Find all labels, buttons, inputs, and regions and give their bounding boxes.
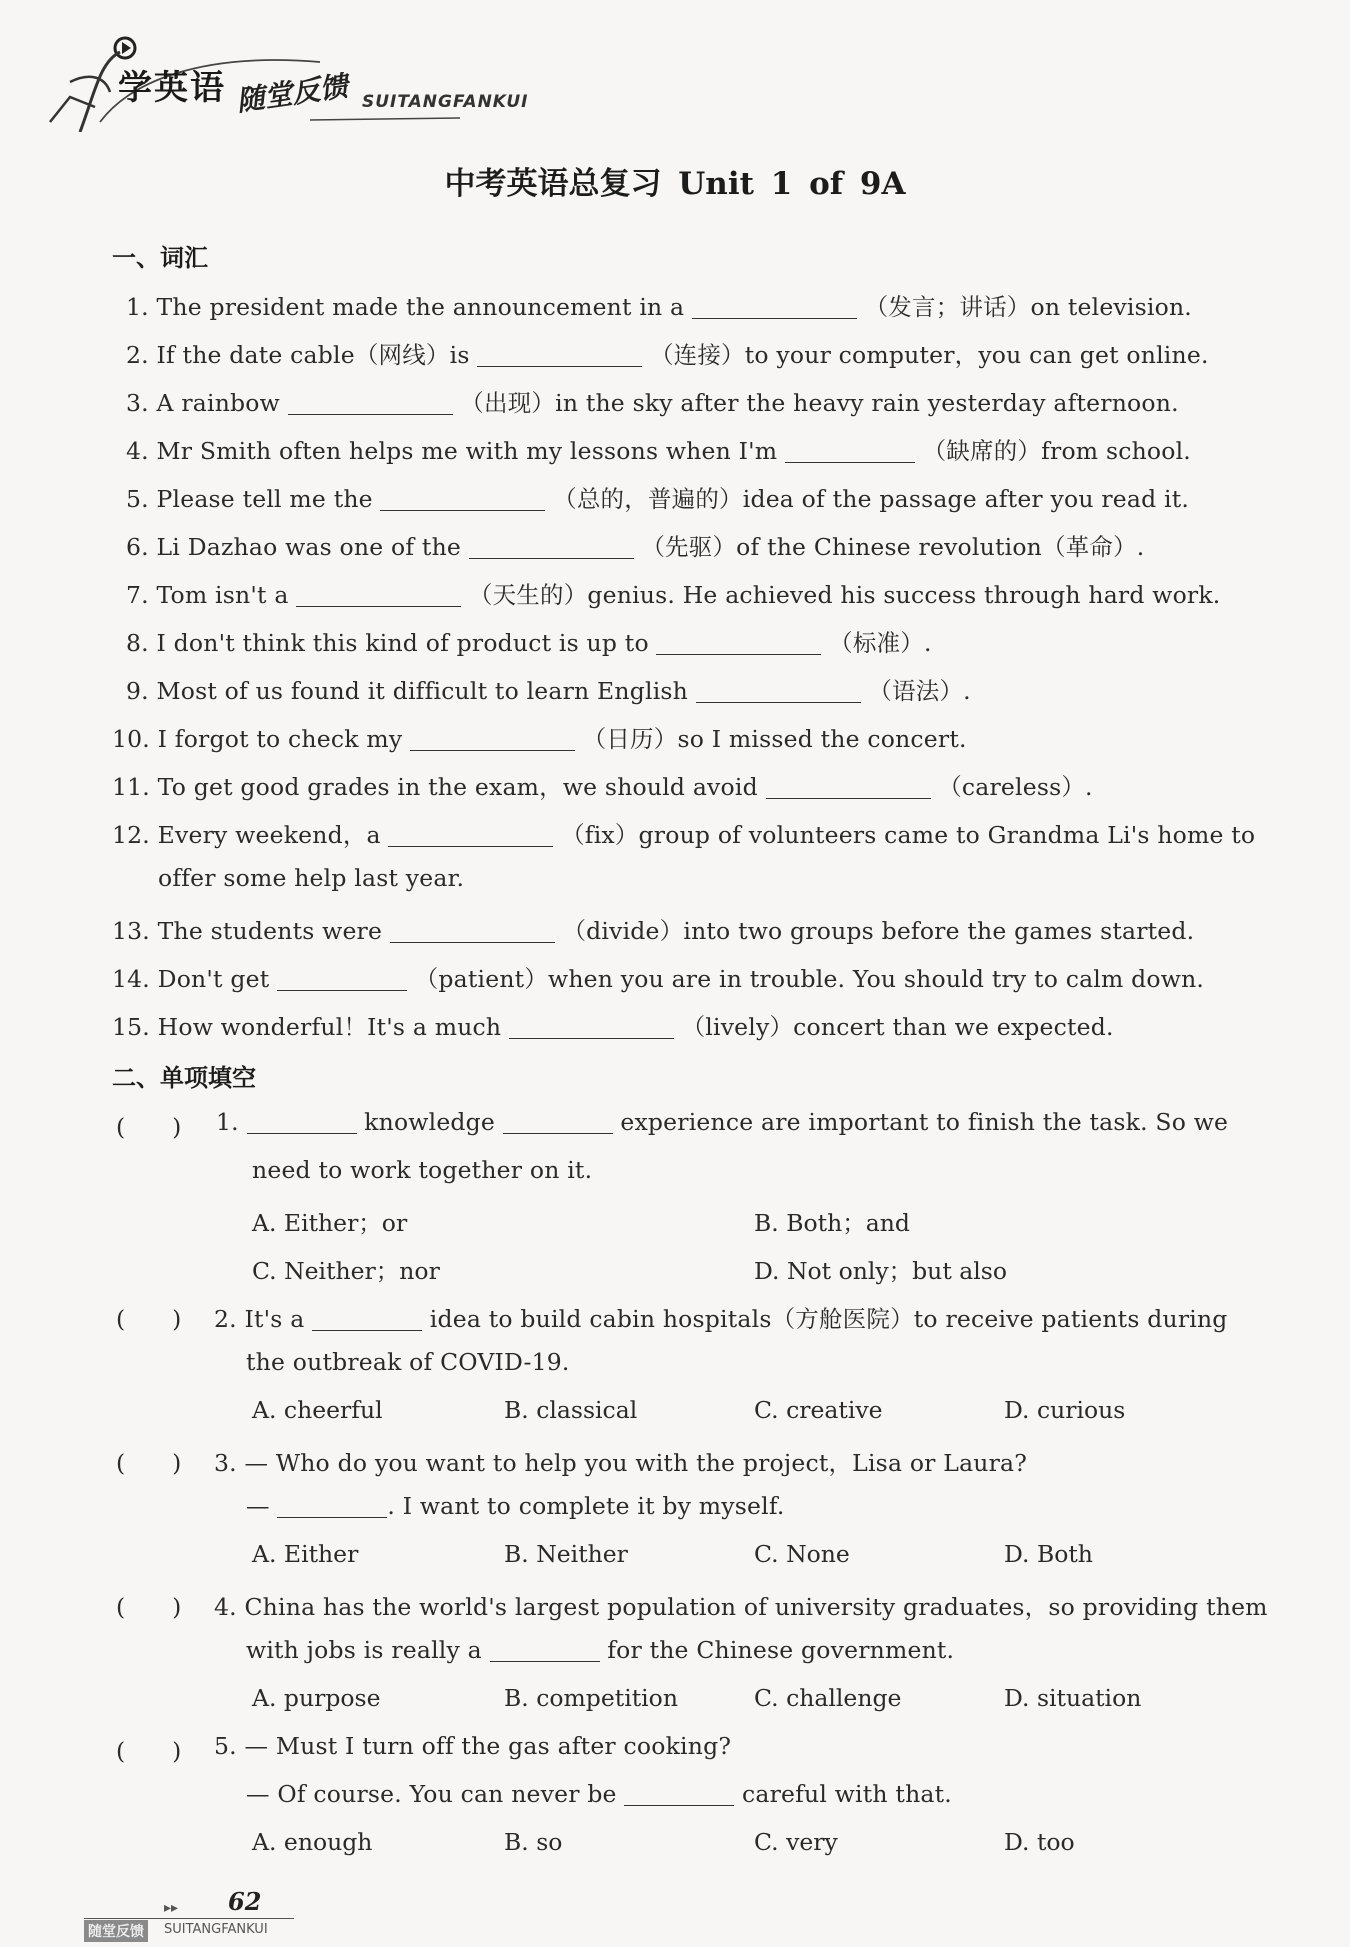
mc-q3-option-c[interactable]: C. None bbox=[754, 1540, 850, 1568]
mc-q2-option-d[interactable]: D. curious bbox=[1004, 1396, 1126, 1424]
vocab-item-3: 3. A rainbow （出现）in the sky after the heavy rain yesterday afternoon. bbox=[126, 389, 1179, 417]
section-multiple-choice-heading: 二、单项填空 bbox=[112, 1064, 256, 1092]
mc-q5-option-c[interactable]: C. very bbox=[754, 1828, 838, 1856]
answer-blank[interactable] bbox=[624, 1783, 734, 1806]
mc-q2-option-c[interactable]: C. creative bbox=[754, 1396, 883, 1424]
answer-blank[interactable] bbox=[656, 632, 821, 655]
mc-question-4: 4. China has the world's largest population of university graduates，so providing them bbox=[214, 1593, 1268, 1621]
mc-question-2: 2. It's a idea to build cabin hospitals（方舱医院）to receive patients during bbox=[214, 1305, 1228, 1333]
mc-q3-option-d[interactable]: D. Both bbox=[1004, 1540, 1093, 1568]
answer-blank[interactable] bbox=[696, 680, 861, 703]
answer-bracket[interactable]: ( ) bbox=[116, 1593, 182, 1621]
footer-tag: 随堂反馈 bbox=[84, 1920, 148, 1942]
answer-blank[interactable] bbox=[390, 920, 555, 943]
mc-q4-option-b[interactable]: B. competition bbox=[504, 1684, 678, 1712]
vocab-item-10: 10. I forgot to check my （日历）so I missed the concert. bbox=[112, 725, 967, 753]
answer-blank[interactable] bbox=[785, 440, 915, 463]
answer-blank[interactable] bbox=[296, 584, 461, 607]
vocab-item-7: 7. Tom isn't a （天生的）genius. He achieved his success through hard work. bbox=[126, 581, 1221, 609]
mc-question-2-continued: the outbreak of COVID-19. bbox=[246, 1348, 570, 1376]
arrow-icon: ▸▸ bbox=[164, 1900, 179, 1916]
mc-q1-option-d[interactable]: D. Not only；but also bbox=[754, 1257, 1007, 1285]
vocab-item-8: 8. I don't think this kind of product is up to （标准）. bbox=[126, 629, 932, 657]
vocab-item-6: 6. Li Dazhao was one of the （先驱）of the Chinese revolution（革命）. bbox=[126, 533, 1145, 561]
mc-question-1: 1. knowledge experience are important to finish the task. So we bbox=[216, 1108, 1229, 1136]
answer-bracket[interactable]: ( ) bbox=[116, 1305, 182, 1333]
answer-blank[interactable] bbox=[277, 1495, 387, 1518]
mc-q1-option-c[interactable]: C. Neither；nor bbox=[252, 1257, 440, 1285]
mc-q3-option-a[interactable]: A. Either bbox=[252, 1540, 359, 1568]
mc-q1-option-a[interactable]: A. Either；or bbox=[252, 1209, 408, 1237]
header-logo bbox=[40, 22, 560, 132]
footer-tag-pinyin: SUITANGFANKUI bbox=[164, 1922, 268, 1937]
mc-q4-option-a[interactable]: A. purpose bbox=[252, 1684, 381, 1712]
vocab-item-2: 2. If the date cable（网线）is （连接）to your computer，you can get online. bbox=[126, 341, 1209, 369]
answer-blank[interactable] bbox=[410, 728, 575, 751]
vocab-item-12-continued: offer some help last year. bbox=[158, 864, 465, 892]
vocab-item-5: 5. Please tell me the （总的，普遍的）idea of the passage after you read it. bbox=[126, 485, 1190, 513]
footer-divider bbox=[84, 1918, 294, 1919]
vocab-item-15: 15. How wonderful！It's a much （lively）concert than we expected. bbox=[112, 1013, 1114, 1041]
answer-blank[interactable] bbox=[509, 1016, 674, 1039]
answer-blank[interactable] bbox=[490, 1639, 600, 1662]
answer-bracket[interactable]: ( ) bbox=[116, 1737, 182, 1765]
mc-q5-option-b[interactable]: B. so bbox=[504, 1828, 563, 1856]
section-vocabulary-heading: 一、词汇 bbox=[112, 244, 208, 272]
answer-blank[interactable] bbox=[503, 1111, 613, 1134]
mc-question-5: 5. — Must I turn off the gas after cooking? bbox=[214, 1732, 732, 1760]
answer-blank[interactable] bbox=[247, 1111, 357, 1134]
brand-pinyin: SUITANGFANKUI bbox=[362, 92, 529, 112]
brand-subtitle: 随堂反馈 bbox=[234, 69, 350, 118]
answer-blank[interactable] bbox=[477, 344, 642, 367]
answer-blank[interactable] bbox=[692, 296, 857, 319]
mc-question-1-continued: need to work together on it. bbox=[252, 1156, 593, 1184]
page-number: 62 bbox=[228, 1887, 262, 1916]
brand-chinese: 学英语 bbox=[118, 68, 226, 108]
mc-q3-option-b[interactable]: B. Neither bbox=[504, 1540, 628, 1568]
mc-question-5-reply: — Of course. You can never be careful with that. bbox=[246, 1780, 952, 1808]
mc-q2-option-a[interactable]: A. cheerful bbox=[252, 1396, 383, 1424]
answer-blank[interactable] bbox=[388, 824, 553, 847]
mc-question-3: 3. — Who do you want to help you with the project，Lisa or Laura? bbox=[214, 1449, 1028, 1477]
vocab-item-12: 12. Every weekend，a （fix）group of volunteers came to Grandma Li's home to bbox=[112, 821, 1256, 849]
vocab-item-14: 14. Don't get （patient）when you are in trouble. You should try to calm down. bbox=[112, 965, 1205, 993]
mc-q4-option-c[interactable]: C. challenge bbox=[754, 1684, 902, 1712]
vocab-item-9: 9. Most of us found it difficult to learn English （语法）. bbox=[126, 677, 971, 705]
mc-q4-option-d[interactable]: D. situation bbox=[1004, 1684, 1142, 1712]
mc-question-4-continued: with jobs is really a for the Chinese government. bbox=[246, 1636, 955, 1664]
mc-q2-option-b[interactable]: B. classical bbox=[504, 1396, 638, 1424]
page-title: 中考英语总复习 Unit 1 of 9A bbox=[444, 166, 906, 202]
mc-q5-option-a[interactable]: A. enough bbox=[252, 1828, 373, 1856]
vocab-item-1: 1. The president made the announcement in a （发言；讲话）on television. bbox=[126, 293, 1192, 321]
answer-bracket[interactable]: ( ) bbox=[116, 1113, 182, 1141]
mc-q1-option-b[interactable]: B. Both；and bbox=[754, 1209, 910, 1237]
answer-blank[interactable] bbox=[312, 1308, 422, 1331]
mc-q5-option-d[interactable]: D. too bbox=[1004, 1828, 1075, 1856]
vocab-item-4: 4. Mr Smith often helps me with my lessons when I'm （缺席的）from school. bbox=[126, 437, 1191, 465]
answer-blank[interactable] bbox=[277, 968, 407, 991]
page-footer bbox=[84, 1880, 384, 1940]
answer-blank[interactable] bbox=[469, 536, 634, 559]
answer-blank[interactable] bbox=[380, 488, 545, 511]
mc-question-3-reply: — . I want to complete it by myself. bbox=[246, 1492, 785, 1520]
answer-bracket[interactable]: ( ) bbox=[116, 1449, 182, 1477]
answer-blank[interactable] bbox=[766, 776, 931, 799]
answer-blank[interactable] bbox=[288, 392, 453, 415]
vocab-item-13: 13. The students were （divide）into two groups before the games started. bbox=[112, 917, 1195, 945]
vocab-item-11: 11. To get good grades in the exam，we should avoid （careless）. bbox=[112, 773, 1093, 801]
